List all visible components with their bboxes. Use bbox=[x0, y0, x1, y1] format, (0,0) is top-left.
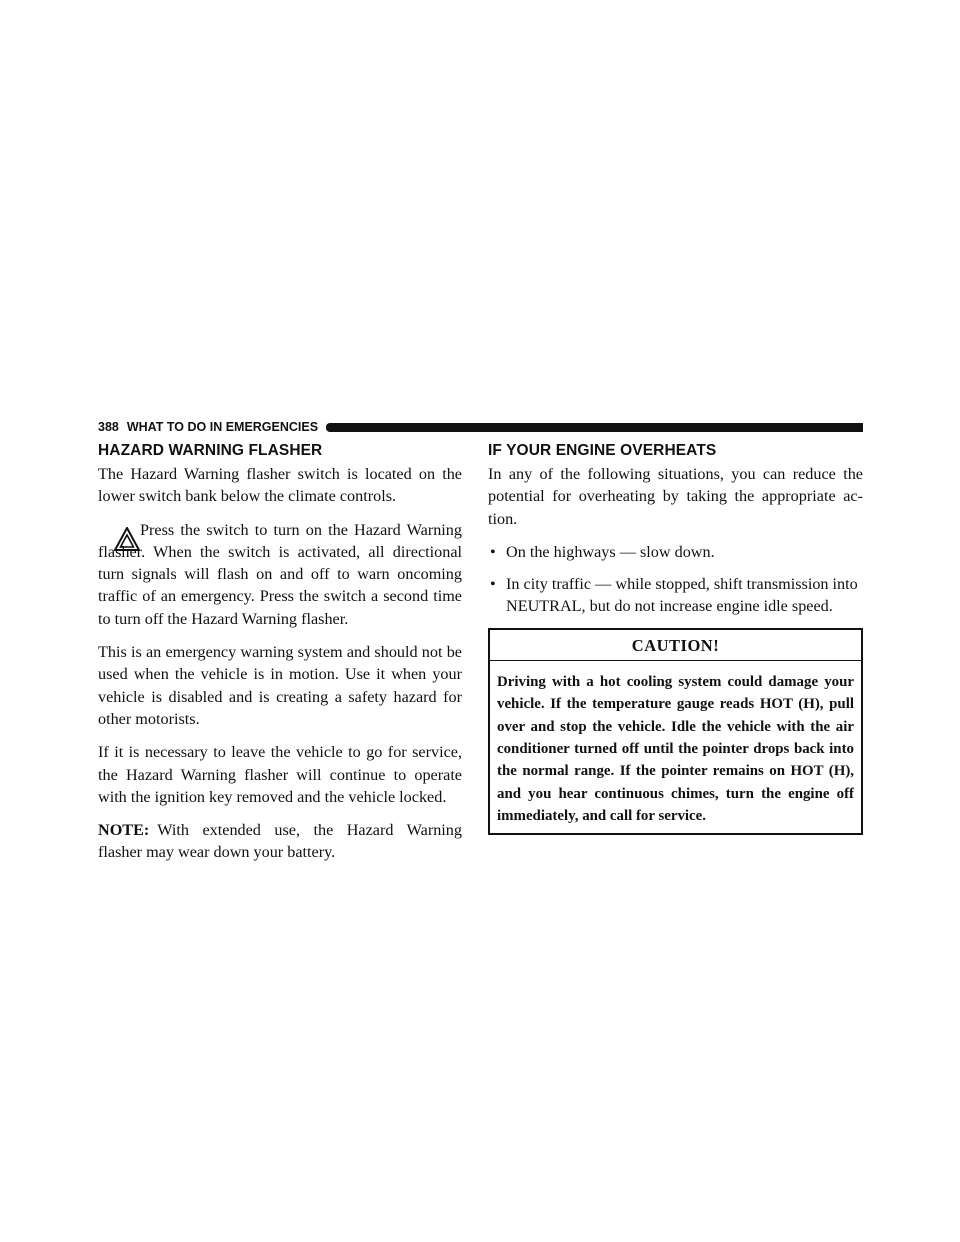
left-column bbox=[98, 441, 462, 875]
list-item: • In city traffic — while stopped, shift transmission into NEUTRAL, but do not increase engine idle speed. bbox=[490, 575, 858, 616]
right-column bbox=[488, 441, 863, 835]
hazard-para-3: If it is necessary to leave the vehicle to go for service, the Hazard Warning flasher will continue to operate with the ignition key removed and the vehicle locked. bbox=[98, 743, 462, 806]
hazard-warning-text: Press the switch to turn on the Hazard Warning flasher. When the switch is activated, all directional turn signals will flash on and off to warn oncoming traffic of an emergency. Press the switch a second time to turn off the Hazard Warning flasher. bbox=[98, 520, 462, 628]
header-rule bbox=[326, 423, 863, 432]
hazard-para-2: This is an emergency warning system and should not be used when the vehicle is in motion. Use it when your vehicle is disabled and is creating a safety hazard for other motorists. bbox=[98, 643, 462, 728]
hazard-heading: HAZARD WARNING FLASHER bbox=[98, 442, 323, 459]
hazard-intro: The Hazard Warning flasher switch is located on the lower switch bank below the climate controls. bbox=[98, 465, 462, 506]
overheat-heading: IF YOUR ENGINE OVERHEATS bbox=[488, 442, 717, 459]
note-text: With extended use, the Hazard Warning flasher may wear down your battery. bbox=[98, 821, 462, 862]
page-number: 388 bbox=[98, 420, 119, 434]
overheat-list bbox=[488, 541, 863, 618]
hazard-warning-block bbox=[98, 519, 462, 630]
overheat-intro: In any of the following situations, you can reduce the potential for overheating by taking the appropriate ac-tion. bbox=[488, 465, 863, 528]
page-header bbox=[98, 417, 863, 437]
bullet-mark: • bbox=[490, 575, 496, 594]
caution-title: CAUTION! bbox=[490, 630, 861, 661]
list-item: • On the highways — slow down. bbox=[488, 541, 863, 563]
bullet-mark: • bbox=[490, 542, 496, 561]
hazard-triangle-icon bbox=[114, 527, 140, 551]
section-title: WHAT TO DO IN EMERGENCIES bbox=[126, 420, 319, 434]
note-label: NOTE: bbox=[98, 821, 150, 840]
caution-box bbox=[488, 628, 863, 835]
caution-text: Driving with a hot cooling system could damage your vehicle. If the temperature gauge reads HOT (H), pull over and stop the vehicle. Idle the vehicle with the air conditioner turned off until the pointer drops back into the normal range. If the pointer remains on HOT (H), and you hear continuous chimes, turn the engine off immediately, and call for service. bbox=[497, 674, 854, 824]
hazard-note bbox=[98, 819, 462, 864]
